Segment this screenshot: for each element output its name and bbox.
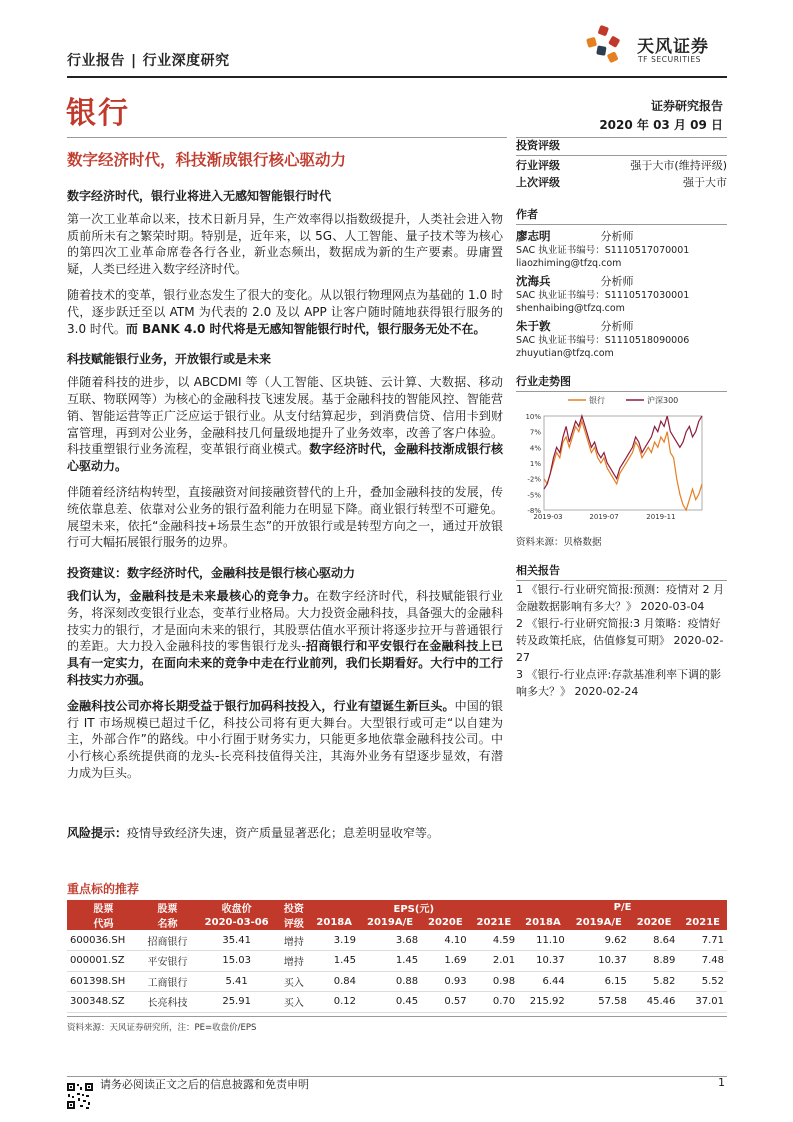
rating: 买入 — [278, 971, 309, 992]
eps-cell: 3.68 — [359, 930, 421, 951]
author-email[interactable]: shenhaibing@tfzq.com — [516, 303, 625, 314]
section-heading: 科技赋能银行业务，开放银行或是未来 — [67, 352, 272, 367]
author-role: 分析师 — [600, 275, 634, 288]
col-header: 2020E — [630, 915, 679, 930]
related-report-item[interactable]: 2 《银行-行业研究简报:3 月策略：疫情好转及政策托底，估值修复可期》 2020-02-27 — [516, 617, 724, 664]
author-sac: SAC 执业证书编号：S1110518090006 — [516, 335, 690, 346]
related-label: 相关报告 — [516, 562, 727, 581]
col-header: 股票 — [67, 900, 140, 915]
col-header: 2020-03-06 — [195, 915, 278, 930]
col-header: 名称 — [140, 915, 195, 930]
y-tick-label: 7% — [529, 428, 541, 437]
authors-label: 作者 — [516, 206, 727, 225]
chart-source: 资料来源：贝格数据 — [516, 537, 602, 548]
eps-cell: 1.45 — [359, 951, 421, 972]
text: 伴随着科技的进步，以 ABCDMI 等（人工智能、区块链、云计算、大数据、移动互联、物联网等）为核心的金融科技飞速发展。基于金融科技的智能风控、智能营销、智能运营等正广泛应运于银行业。从支付结算起步，到消费信贷、信用卡到财富管理，再到对公业务，金融科技几何量级地提升了业务效率，改善了客户体验。科技重塑银行业务流程，变革银行商业模式。 — [67, 375, 503, 457]
author-entry — [516, 273, 727, 315]
text: 中国的银行 IT 市场规模已超过千亿，科技公司将有更大舞台。大型银行或可走“以自建为主，外部合作”的路线。中小行囿于财务实力，只能更多地依靠金融科技公司。中小行核心系统提供商的龙头-长亮科技值得关注，其海外业务有望逐步显效，有潜力成为巨头。 — [67, 698, 503, 780]
pe-cell: 8.64 — [630, 930, 679, 951]
paragraph: 伴随着经济结构转型，直接融资对间接融资替代的上升，叠加金融科技的发展，传统依靠息差、依靠对公业务的银行盈利能力在明显下降。商业银行转型不可避免。展望未来，依托“金融科技+场景生态”的开放银行或是转型方向之一，通过开放银行可大幅拓展银行服务的边界。 — [67, 484, 503, 550]
col-header: 2018A — [309, 915, 359, 930]
stock-name: 平安银行 — [140, 951, 195, 972]
eps-cell: 1.69 — [421, 951, 470, 972]
eps-cell: 0.57 — [421, 992, 470, 1013]
col-header: 2019A/E — [568, 915, 630, 930]
paragraph — [67, 588, 503, 689]
col-header: 代码 — [67, 915, 140, 930]
title-rule-left — [67, 137, 507, 138]
y-tick-label: 1% — [529, 460, 541, 468]
category-label: 行业报告 — [67, 53, 125, 69]
related-block — [516, 562, 727, 700]
rating-label: 投资评级 — [516, 137, 727, 156]
eps-cell: 0.45 — [359, 992, 421, 1013]
section-heading: 投资建议：数字经济时代，金融科技是银行核心驱动力 — [67, 566, 356, 581]
industry-trend-chart — [516, 390, 727, 530]
col-header: 2019A/E — [359, 915, 421, 930]
author-sac: SAC 执业证书编号：S1110517030001 — [516, 290, 690, 301]
author-role: 分析师 — [600, 230, 634, 243]
eps-cell: 4.59 — [470, 930, 519, 951]
x-tick-label: 2019-07 — [589, 513, 619, 521]
bold-text: 我们认为，金融科技是未来最核心的竞争力。 — [67, 588, 317, 603]
author-email[interactable]: zhuyutian@tfzq.com — [516, 348, 614, 359]
col-header: 投资 — [278, 900, 309, 915]
prev-rating-row — [516, 173, 727, 190]
report-category — [67, 50, 230, 70]
author-sac: SAC 执业证书编号：S1110517070001 — [516, 245, 690, 256]
logo-text-cn: 天风证券 — [637, 37, 709, 57]
bold-text: 招商银行和平安银行在金融科技上已具有一定实力，在面向未来的竞争中走在行业前列，我们长期看好。大行中的工行科技实力亦强。 — [67, 639, 503, 687]
stock-name: 工商银行 — [140, 971, 195, 992]
pe-cell: 6.44 — [518, 971, 568, 992]
body-column — [67, 188, 503, 791]
eps-cell: 0.12 — [309, 992, 359, 1013]
rating: 买入 — [278, 992, 309, 1013]
pe-cell: 8.89 — [630, 951, 679, 972]
author-name: 沈海兵 — [516, 274, 551, 288]
eps-cell: 0.70 — [470, 992, 519, 1013]
rating-block — [516, 137, 727, 190]
close-price: 35.41 — [195, 930, 278, 951]
table-header-row — [67, 915, 727, 930]
y-tick-label: 4% — [529, 444, 541, 453]
author-entry — [516, 228, 727, 270]
eps-cell: 3.19 — [309, 930, 359, 951]
category-separator: | — [131, 53, 137, 69]
eps-cell: 0.93 — [421, 971, 470, 992]
industry-rating-value: 强于大市(维持评级) — [630, 158, 727, 172]
pe-cell: 215.92 — [518, 992, 568, 1013]
eps-cell: 0.84 — [309, 971, 359, 992]
col-header-eps: EPS(元) — [309, 900, 518, 915]
risk-text: 疫情导致经济失速，资产质量显著恶化；息差明显收窄等。 — [127, 826, 440, 840]
col-header: 2021E — [470, 915, 519, 930]
y-tick-label: -2% — [527, 475, 541, 484]
table-title: 重点标的推荐 — [67, 882, 140, 896]
section-heading: 数字经济时代，银行业将进入无感知智能银行时代 — [67, 189, 332, 203]
subcategory-label: 行业深度研究 — [142, 53, 230, 69]
disclaimer-text: 请务必阅读正文之后的信息披露和免责申明 — [100, 1078, 309, 1091]
author-name: 朱于敦 — [516, 319, 551, 333]
sector-title: 银行 — [66, 96, 130, 131]
pe-cell: 5.82 — [630, 971, 679, 992]
paragraph — [67, 698, 503, 782]
author-entry — [516, 318, 727, 360]
related-report-item[interactable]: 3 《银行-行业点评:存款基准利率下调的影响多大？》 2020-02-24 — [516, 668, 722, 698]
legend-label: 沪深300 — [647, 396, 679, 405]
rating: 增持 — [278, 951, 309, 972]
stock-code: 601398.SH — [67, 971, 140, 992]
text: 随着技术的变革，银行业态发生了很大的变化。从以银行物理网点为基础的 1.0 时代，逐步跃迁至以 ATM 为代表的 2.0 及以 APP 让客户随时随地获得银行服务的 3.0 时代。 — [67, 287, 503, 336]
stock-name: 长亮科技 — [140, 992, 195, 1013]
series-line-hs300 — [544, 416, 702, 489]
y-tick-label: -8% — [527, 507, 541, 515]
table-row — [67, 930, 727, 951]
pe-cell: 10.37 — [518, 951, 568, 972]
col-header: 2020E — [421, 915, 470, 930]
x-tick-label: 2019-11 — [646, 513, 676, 521]
table-rule — [67, 1016, 727, 1017]
pe-cell: 9.62 — [568, 930, 630, 951]
table-header-row — [67, 900, 727, 915]
industry-rating-row — [516, 156, 727, 173]
paragraph — [67, 374, 503, 475]
author-role: 分析师 — [600, 320, 634, 333]
stock-code: 300348.SZ — [67, 992, 140, 1013]
y-tick-label: 10% — [525, 413, 541, 421]
rating: 增持 — [278, 930, 309, 951]
col-header: 2021E — [678, 915, 727, 930]
stock-code: 000001.SZ — [67, 951, 140, 972]
pe-cell: 7.71 — [678, 930, 727, 951]
table-row — [67, 992, 727, 1013]
authors-block — [516, 206, 727, 360]
close-price: 15.03 — [195, 951, 278, 972]
col-header: 股票 — [140, 900, 195, 915]
pe-cell: 45.46 — [630, 992, 679, 1013]
author-name: 廖志明 — [516, 229, 551, 243]
y-tick-label: -5% — [527, 491, 541, 500]
col-header: 评级 — [278, 915, 309, 930]
pe-cell: 6.15 — [568, 971, 630, 992]
trend-label: 行业走势图 — [516, 373, 727, 392]
table-row — [67, 971, 727, 992]
pe-cell: 11.10 — [518, 930, 568, 951]
page-number: 1 — [718, 1076, 725, 1089]
eps-cell: 1.45 — [309, 951, 359, 972]
qr-code-icon — [66, 1082, 94, 1110]
pe-cell: 37.01 — [678, 992, 727, 1013]
pe-cell: 57.58 — [568, 992, 630, 1013]
eps-cell: 4.10 — [421, 930, 470, 951]
legend-label: 银行 — [589, 396, 605, 405]
paragraph — [67, 287, 503, 337]
header-rule — [67, 76, 727, 78]
bold-text: 而 BANK 4.0 时代将是无感知智能银行时代，银行服务无处不在。 — [125, 321, 486, 336]
bold-text: 金融科技公司亦将长期受益于银行加码科技投入，行业有望诞生新巨头。 — [67, 698, 455, 713]
industry-rating-key: 行业评级 — [516, 158, 560, 172]
doc-type: 证券研究报告 — [650, 99, 723, 113]
related-report-item[interactable]: 1 《银行-行业研究简报:预测：疫情对 2 月金融数据影响有多大？》 2020-03-04 — [516, 583, 725, 613]
col-header: 2018A — [518, 915, 568, 930]
pe-cell: 10.37 — [568, 951, 630, 972]
prev-rating-key: 上次评级 — [516, 175, 560, 189]
close-price: 25.91 — [195, 992, 278, 1013]
text: 在数字经济时代，科技赋能银行业务，将深刻改变银行业态，变革行业格局。大力投资金融科技，具备强大的金融科技实力的银行，才是面向未来的银行，其股票估值水平预计将逐步拉开与普通银行的差距。大力投入金融科技的零售银行龙头- — [67, 588, 503, 654]
logo-text-en: TF SECURITIES — [638, 55, 702, 64]
col-header: 收盘价 — [195, 900, 278, 915]
stock-code: 600036.SH — [67, 930, 140, 951]
eps-cell: 0.98 — [470, 971, 519, 992]
prev-rating-value: 强于大市 — [683, 175, 727, 189]
eps-cell: 0.88 — [359, 971, 421, 992]
stock-name: 招商银行 — [140, 930, 195, 951]
risk-label: 风险提示： — [67, 826, 128, 840]
paragraph: 第一次工业革命以来，技术日新月异，生产效率得以指数级提升，人类社会进入物质前所未有之繁荣时期。特别是，近年来，以 5G、人工智能、量子技术等为核心的第四次工业革命席卷各行各业，新业态频出，数据成为新的生产要素。毋庸置疑，人类已经进入数字经济时代。 — [67, 211, 503, 277]
author-email[interactable]: liaozhiming@tfzq.com — [516, 258, 622, 269]
risk-notice — [67, 824, 503, 841]
recommendation-table — [67, 900, 727, 1013]
pe-cell: 7.48 — [678, 951, 727, 972]
close-price: 5.41 — [195, 971, 278, 992]
report-date: 2020 年 03 月 09 日 — [599, 118, 723, 132]
table-row — [67, 951, 727, 972]
bold-text: 数字经济时代，金融科技渐成银行核心驱动力。 — [67, 442, 503, 474]
eps-cell: 2.01 — [470, 951, 519, 972]
table-source: 资料来源：天风证券研究所，注：PE=收盘价/EPS — [67, 1023, 257, 1033]
x-tick-label: 2019-03 — [533, 513, 563, 521]
pe-cell: 5.52 — [678, 971, 727, 992]
main-title: 数字经济时代，科技渐成银行核心驱动力 — [67, 151, 347, 169]
col-header-pe: P/E — [518, 900, 727, 915]
